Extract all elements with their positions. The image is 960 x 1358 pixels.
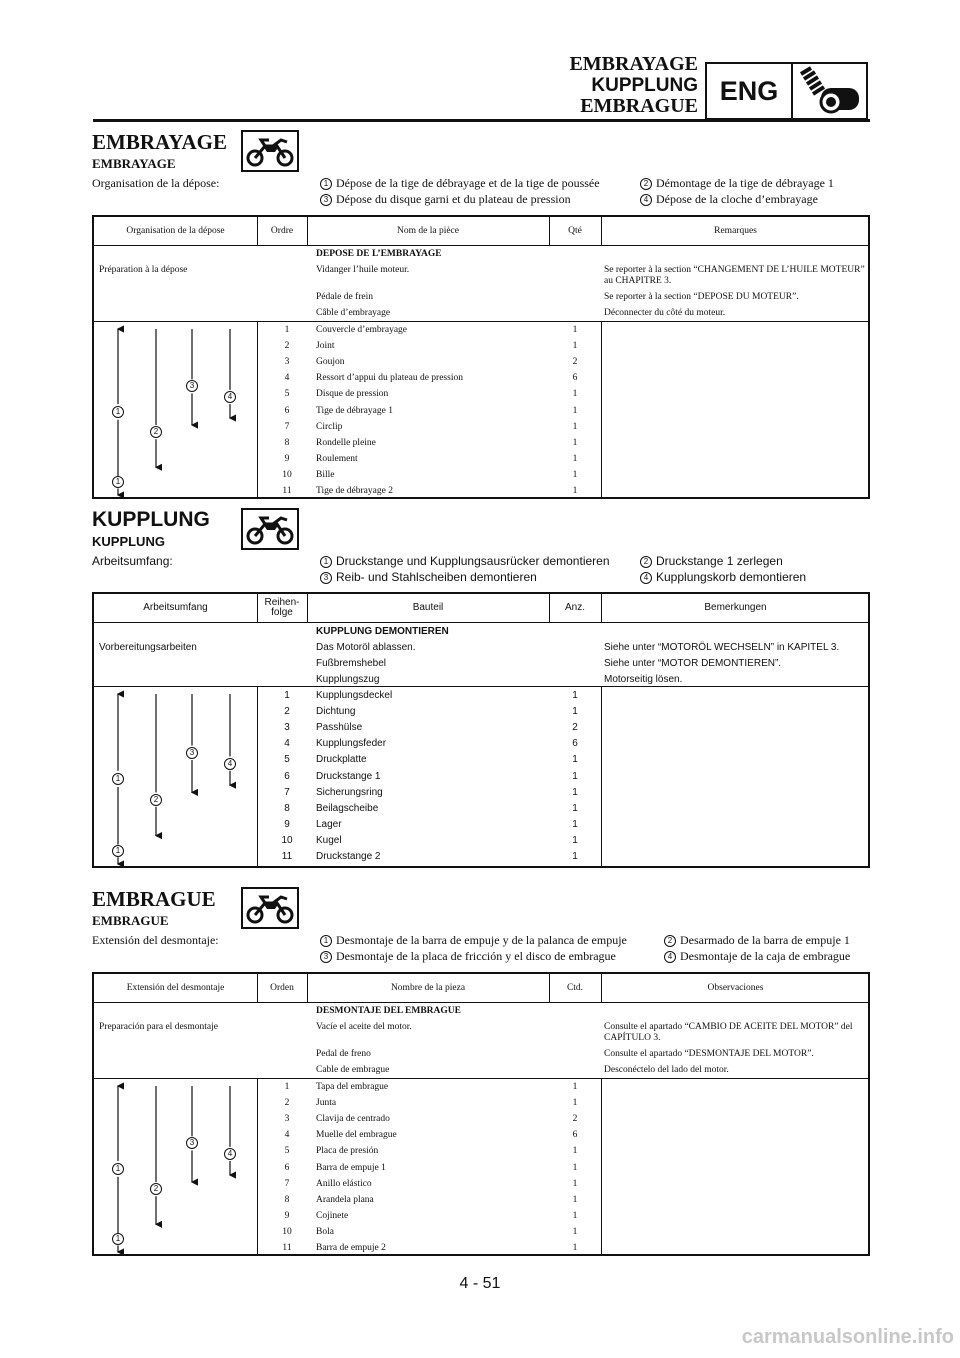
part-qty: 1 <box>572 325 578 335</box>
diagram-step-label: 1 <box>112 1163 124 1175</box>
table-header: Extensión del desmontaje <box>126 983 225 993</box>
prep-remark: Siehe unter “MOTORÖL WECHSELN” in KAPITEL 3. <box>604 642 840 653</box>
part-qty: 1 <box>572 1226 578 1237</box>
part-name: Barra de empuje 1 <box>316 1162 386 1173</box>
part-order: 3 <box>284 1114 290 1125</box>
step-number-circle: 3 <box>320 951 332 963</box>
part-order: 10 <box>281 834 293 846</box>
step-4 <box>640 192 818 207</box>
part-name: Ressort d’appui du plateau de pression <box>316 373 463 384</box>
prep-item: Cable de embrague <box>316 1065 390 1075</box>
section-scope-label: Extensión del desmontaje: <box>92 933 219 947</box>
part-qty: 1 <box>572 706 578 718</box>
part-qty: 1 <box>572 1146 578 1157</box>
part-name: Clavija de centrado <box>316 1114 390 1125</box>
part-name: Goujon <box>316 357 345 368</box>
step-text: Desmontaje de la caja de embrague <box>680 949 851 963</box>
part-name: Couvercle d’embrayage <box>316 325 407 335</box>
part-name: Kupplungsdeckel <box>316 690 393 701</box>
step-1 <box>320 554 610 568</box>
part-name: Druckplatte <box>316 754 367 766</box>
table-header: Remarques <box>714 226 757 236</box>
part-name: Passhülse <box>316 722 363 734</box>
part-name: Cojinete <box>316 1210 349 1221</box>
part-qty: 1 <box>572 818 578 830</box>
table-header: Arbeitsumfang <box>143 602 208 613</box>
table-header: Reihen-folge <box>264 597 300 618</box>
step-number-circle: 1 <box>320 556 332 568</box>
part-order: 5 <box>284 389 290 400</box>
table-header: Nom de la pièce <box>397 226 459 236</box>
step-2 <box>640 176 834 191</box>
part-order: 8 <box>284 437 290 448</box>
part-name: Druckstange 2 <box>316 851 381 862</box>
part-order: 3 <box>284 357 290 368</box>
col-divider <box>257 686 258 866</box>
step-number-circle: 1 <box>320 935 332 947</box>
header-col-divider <box>307 217 308 245</box>
part-qty: 1 <box>572 405 578 416</box>
part-order: 6 <box>284 1162 290 1173</box>
step-number-circle: 4 <box>640 194 652 206</box>
part-order: 1 <box>284 1082 290 1092</box>
diagram-step-label: 1 <box>112 1233 124 1245</box>
step-text: Druckstange 1 zerlegen <box>656 554 783 568</box>
prep-item: Das Motoröl ablassen. <box>316 642 416 653</box>
step-number-circle: 3 <box>320 572 332 584</box>
part-qty: 1 <box>572 834 578 846</box>
part-order: 4 <box>284 738 290 750</box>
step-1 <box>320 933 627 948</box>
table-header: Observaciones <box>707 983 764 993</box>
diagram-step-label: 3 <box>186 1137 198 1149</box>
prep-item: Câble d’embrayage <box>316 308 391 318</box>
diagram-step-label: 3 <box>186 380 198 392</box>
part-name: Anillo elástico <box>316 1178 372 1189</box>
header-title-de: KUPPLUNG <box>591 75 698 96</box>
table-header: Bemerkungen <box>704 602 767 613</box>
prep-item: Pedal de freno <box>316 1049 371 1059</box>
part-name: Bille <box>316 469 335 480</box>
part-qty: 1 <box>572 437 578 448</box>
header-col-divider <box>257 594 258 622</box>
prep-remark: Se reporter à la section “DEPOSE DU MOTEUR”. <box>604 292 799 302</box>
part-name: Kugel <box>316 834 342 846</box>
prep-label: Préparation à la dépose <box>99 265 188 275</box>
step-text: Kupplungskorb demontieren <box>656 570 807 584</box>
part-qty: 2 <box>572 357 578 368</box>
section-subtitle: KUPPLUNG <box>92 534 165 549</box>
part-qty: 1 <box>572 770 578 782</box>
part-order: 10 <box>282 469 292 480</box>
prep-item: Vacíe el aceite del motor. <box>316 1022 412 1032</box>
part-qty: 1 <box>572 389 578 400</box>
step-3 <box>320 949 616 964</box>
step-text: Démontage de la tige de débrayage 1 <box>656 176 834 190</box>
part-order: 2 <box>284 341 290 352</box>
part-name: Bola <box>316 1226 334 1237</box>
part-name: Arandela plana <box>316 1194 374 1205</box>
part-qty: 1 <box>572 1098 578 1109</box>
part-qty: 1 <box>572 1210 578 1221</box>
page-number: 4 - 51 <box>459 1275 501 1292</box>
part-name: Lager <box>316 818 342 830</box>
part-order: 8 <box>284 1194 290 1205</box>
step-text: Druckstange und Kupplungsausrücker demontieren <box>336 554 610 568</box>
step-text: Dépose de la cloche d’embrayage <box>656 192 818 206</box>
disassembly-table <box>92 972 870 1256</box>
header-title-es: EMBRAGUE <box>580 95 698 117</box>
part-name: Rondelle pleine <box>316 437 376 448</box>
part-qty: 1 <box>572 486 578 496</box>
prep-remark: Desconéctelo del lado del motor. <box>604 1065 729 1075</box>
part-name: Tapa del embrague <box>316 1082 389 1092</box>
step-3 <box>320 570 537 584</box>
part-qty: 1 <box>572 1178 578 1189</box>
step-4 <box>640 570 806 584</box>
motorcycle-icon <box>241 508 299 550</box>
prep-title: DEPOSE DE L’EMBRAYAGE <box>316 249 442 259</box>
motorcycle-icon <box>241 130 299 172</box>
table-header: Ordre <box>270 226 294 236</box>
section-scope-label: Organisation de la dépose: <box>92 176 220 190</box>
section-scope-label: Arbeitsumfang: <box>92 554 173 568</box>
watermark: carmanualsonline.info <box>741 1326 954 1348</box>
part-order: 7 <box>284 1178 290 1189</box>
table-header: Anz. <box>564 602 585 613</box>
part-order: 6 <box>284 405 290 416</box>
part-qty: 1 <box>572 421 578 432</box>
part-order: 1 <box>284 690 290 701</box>
part-name: Dichtung <box>316 706 356 718</box>
header-col-divider <box>257 217 258 245</box>
part-qty: 6 <box>572 373 578 384</box>
part-qty: 6 <box>572 738 578 750</box>
section-subtitle: EMBRAYAGE <box>92 156 176 171</box>
part-order: 5 <box>284 1146 290 1157</box>
prep-item: Pédale de frein <box>316 292 373 302</box>
part-name: Muelle del embrague <box>316 1130 397 1141</box>
part-name: Barra de empuje 2 <box>316 1243 386 1253</box>
part-qty: 1 <box>572 469 578 480</box>
header-col-divider <box>307 594 308 622</box>
table-header: Nombre de la pieza <box>390 983 466 993</box>
part-qty: 6 <box>572 1130 578 1141</box>
diagram-step-label: 4 <box>224 758 236 770</box>
table-header: Organisation de la dépose <box>126 226 225 236</box>
part-qty: 1 <box>572 1082 578 1092</box>
col-divider <box>257 1078 258 1254</box>
diagram-step-label: 4 <box>224 391 236 403</box>
diagram-step-label: 3 <box>186 747 198 759</box>
part-order: 4 <box>284 373 290 384</box>
part-name: Tige de débrayage 1 <box>316 405 393 416</box>
part-qty: 1 <box>572 453 578 464</box>
part-name: Junta <box>316 1098 337 1109</box>
motorcycle-icon <box>241 887 299 929</box>
step-2 <box>664 933 850 948</box>
step-text: Dépose du disque garni et du plateau de pression <box>336 192 571 206</box>
step-number-circle: 4 <box>664 951 676 963</box>
diagram-step-label: 4 <box>224 1148 236 1160</box>
part-name: Roulement <box>316 453 358 464</box>
part-name: Druckstange 1 <box>316 770 381 782</box>
part-qty: 1 <box>572 754 578 766</box>
prep-label: Preparación para el desmontaje <box>99 1022 218 1032</box>
diagram-step-label: 1 <box>112 845 124 857</box>
part-qty: 1 <box>572 690 578 701</box>
diagram-step-label: 1 <box>112 476 124 488</box>
part-name: Disque de pression <box>316 389 389 400</box>
section-subtitle: EMBRAGUE <box>92 913 169 928</box>
prep-remark: Consulte el apartado “DESMONTAJE DEL MOTOR”. <box>604 1049 814 1059</box>
part-order: 1 <box>284 325 290 335</box>
part-qty: 1 <box>572 1162 578 1173</box>
step-text: Desmontaje de la placa de fricción y el disco de embrague <box>336 949 616 963</box>
step-3 <box>320 192 571 207</box>
diagram-step-label: 1 <box>112 406 124 418</box>
prep-item: Vidanger l’huile moteur. <box>316 265 410 275</box>
part-qty: 1 <box>572 1243 578 1253</box>
table-header: Bauteil <box>412 602 444 613</box>
prep-remark: Consulte el apartado “CAMBIO DE ACEITE DEL MOTOR” del CAPÍTULO 3. <box>604 1022 853 1043</box>
header-title-fr: EMBRAYAGE <box>569 53 698 75</box>
part-name: Tige de débrayage 2 <box>316 486 393 496</box>
part-order: 3 <box>284 722 290 734</box>
table-header: Qté <box>568 226 582 236</box>
section-title: KUPPLUNG <box>92 508 210 531</box>
eng-badge <box>705 62 868 120</box>
part-qty: 1 <box>572 786 578 798</box>
step-4 <box>664 949 850 964</box>
header-divider <box>94 245 868 246</box>
part-order: 2 <box>284 1098 290 1109</box>
part-qty: 1 <box>572 802 578 814</box>
parts-divider <box>94 686 868 687</box>
disassembly-table <box>92 215 870 499</box>
part-qty: 2 <box>572 722 578 734</box>
part-name: Placa de presión <box>316 1146 379 1157</box>
header-divider <box>94 1002 868 1003</box>
header-col-divider <box>601 217 602 245</box>
prep-item: Kupplungszug <box>316 674 380 685</box>
parts-divider <box>94 1078 868 1079</box>
diagram-step-label: 1 <box>112 773 124 785</box>
disassembly-table <box>92 592 870 868</box>
part-qty: 2 <box>572 1114 578 1125</box>
part-name: Kupplungsfeder <box>316 738 387 750</box>
part-order: 7 <box>284 786 290 798</box>
header-col-divider <box>601 974 602 1002</box>
header-col-divider <box>549 974 550 1002</box>
diagram-step-label: 2 <box>150 1183 162 1195</box>
table-header: Ctd. <box>566 983 584 993</box>
diagram-step-label: 2 <box>150 794 162 806</box>
part-order: 9 <box>284 1210 290 1221</box>
header-col-divider <box>549 594 550 622</box>
part-order: 2 <box>284 706 290 718</box>
col-divider <box>257 321 258 497</box>
part-name: Joint <box>316 341 335 352</box>
part-order: 9 <box>284 453 290 464</box>
part-order: 11 <box>281 851 293 862</box>
section-title: EMBRAGUE <box>92 887 216 911</box>
step-text: Reib- und Stahlscheiben demontieren <box>336 570 537 584</box>
header-col-divider <box>601 594 602 622</box>
part-order: 9 <box>284 818 290 830</box>
prep-label: Vorbereitungsarbeiten <box>99 642 197 653</box>
step-text: Desarmado de la barra de empuje 1 <box>680 933 850 947</box>
part-order: 5 <box>284 754 290 766</box>
prep-remark: Siehe unter “MOTOR DEMONTIEREN”. <box>604 658 782 669</box>
engine-spring-icon <box>793 66 865 120</box>
header-col-divider <box>307 974 308 1002</box>
step-number-circle: 3 <box>320 194 332 206</box>
step-1 <box>320 176 600 191</box>
diagram-step-label: 2 <box>150 426 162 438</box>
part-order: 11 <box>282 1243 292 1253</box>
part-name: Sicherungsring <box>316 786 383 798</box>
part-order: 8 <box>284 802 290 814</box>
step-number-circle: 2 <box>640 556 652 568</box>
part-order: 4 <box>284 1130 290 1141</box>
section-title: EMBRAYAGE <box>92 130 227 154</box>
part-order: 6 <box>284 770 290 782</box>
prep-remark: Déconnecter du côté du moteur. <box>604 308 726 318</box>
step-text: Desmontaje de la barra de empuje y de la palanca de empuje <box>336 933 627 947</box>
step-text: Dépose de la tige de débrayage et de la tige de poussée <box>336 176 600 190</box>
prep-title: KUPPLUNG DEMONTIEREN <box>316 626 449 637</box>
part-qty: 1 <box>572 1194 578 1205</box>
prep-title: DESMONTAJE DEL EMBRAGUE <box>316 1006 461 1016</box>
part-name: Beilagscheibe <box>316 802 379 814</box>
table-header: Orden <box>270 983 294 993</box>
part-qty: 1 <box>572 341 578 352</box>
header-col-divider <box>549 217 550 245</box>
part-order: 10 <box>282 1226 292 1237</box>
step-2 <box>640 554 783 568</box>
header-col-divider <box>257 974 258 1002</box>
part-qty: 1 <box>572 851 578 862</box>
header-titles <box>569 54 698 117</box>
header-rule <box>93 119 870 122</box>
parts-divider <box>94 321 868 322</box>
part-name: Circlip <box>316 421 343 432</box>
part-order: 7 <box>284 421 290 432</box>
header-divider <box>94 622 868 623</box>
step-number-circle: 2 <box>664 935 676 947</box>
eng-label: ENG <box>707 64 793 118</box>
step-number-circle: 1 <box>320 178 332 190</box>
prep-remark: Motorseitig lösen. <box>604 674 683 685</box>
step-number-circle: 4 <box>640 572 652 584</box>
step-number-circle: 2 <box>640 178 652 190</box>
part-order: 11 <box>282 486 292 496</box>
prep-remark: Se reporter à la section “CHANGEMENT DE L’HUILE MOTEUR” au CHAPITRE 3. <box>604 265 865 286</box>
prep-item: Fußbremshebel <box>316 658 387 669</box>
